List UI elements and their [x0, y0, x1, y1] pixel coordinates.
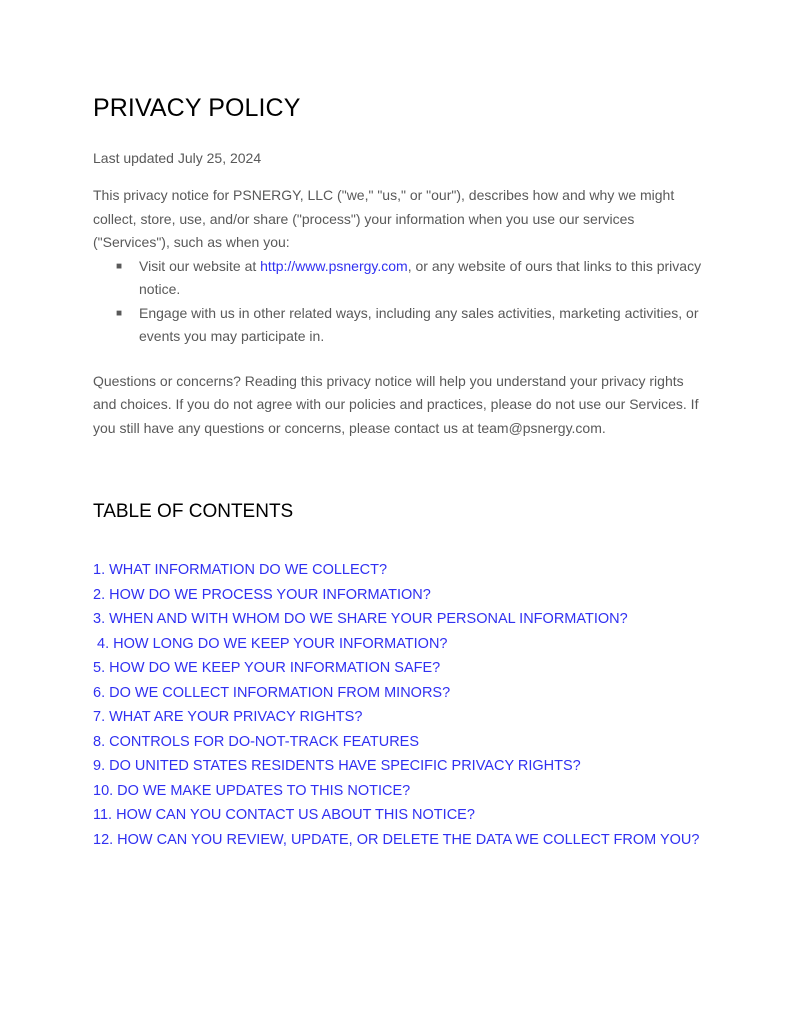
- page-title: PRIVACY POLICY: [93, 94, 301, 122]
- toc-link-9[interactable]: 9. DO UNITED STATES RESIDENTS HAVE SPECIFIC PRIVACY RIGHTS?: [93, 758, 581, 774]
- table-of-contents-heading: TABLE OF CONTENTS: [93, 501, 294, 522]
- square-bullet-icon: ■: [116, 260, 123, 272]
- toc-item: [93, 583, 703, 608]
- intro-paragraph: This privacy notice for PSNERGY, LLC ("we," "us," or "our"), describes how and why we might collect, store, use, and/or share ("process") your information when you use our services ("Services"), such as when you:: [93, 187, 675, 250]
- toc-link-2[interactable]: 2. HOW DO WE PROCESS YOUR INFORMATION?: [93, 586, 431, 603]
- toc-item: [93, 754, 703, 779]
- toc-link-7[interactable]: 7. WHAT ARE YOUR PRIVACY RIGHTS?: [93, 709, 363, 725]
- toc-item: [93, 705, 703, 730]
- toc-link-10[interactable]: 10. DO WE MAKE UPDATES TO THIS NOTICE?: [93, 782, 411, 799]
- toc-item: [93, 607, 703, 632]
- toc-item: [93, 681, 703, 706]
- toc-item: [93, 730, 703, 755]
- toc-link-11[interactable]: 11. HOW CAN YOU CONTACT US ABOUT THIS NOTICE?: [93, 807, 475, 823]
- toc-link-4[interactable]: 4. HOW LONG DO WE KEEP YOUR INFORMATION?: [93, 635, 448, 652]
- privacy-policy-document: [93, 92, 703, 852]
- toc-item: [93, 558, 703, 583]
- list-item-text: , or any website of ours that links to this privacy notice.: [139, 257, 702, 297]
- website-link[interactable]: http://www.psnergy.com: [260, 257, 408, 274]
- toc-item: [93, 828, 703, 853]
- toc-item: [93, 632, 703, 657]
- toc-link-5[interactable]: 5. HOW DO WE KEEP YOUR INFORMATION SAFE?: [93, 660, 441, 676]
- toc-item: [93, 656, 703, 681]
- questions-paragraph: Questions or concerns? Reading this privacy notice will help you understand your privacy rights and choices. If you do not agree with our policies and practices, please do not use our Services. If you still have any questions or concerns, please contact us at team@psnergy.com.: [93, 372, 699, 436]
- toc-item: [93, 803, 703, 828]
- last-updated-date: Last updated July 25, 2024: [93, 150, 262, 166]
- list-item: [93, 255, 703, 302]
- toc-link-3[interactable]: 3. WHEN AND WITH WHOM DO WE SHARE YOUR PERSONAL INFORMATION?: [93, 611, 628, 627]
- list-item: [93, 302, 703, 349]
- list-item-text: Visit our website at: [139, 257, 261, 274]
- usage-list: [93, 255, 703, 349]
- list-item-text: Engage with us in other related ways, including any sales activities, marketing activities, or events you may participate in.: [139, 304, 699, 344]
- toc-link-1[interactable]: 1. WHAT INFORMATION DO WE COLLECT?: [93, 562, 388, 578]
- toc-link-6[interactable]: 6. DO WE COLLECT INFORMATION FROM MINORS?: [93, 684, 451, 701]
- table-of-contents: [93, 558, 703, 852]
- toc-item: [93, 779, 703, 804]
- toc-link-12[interactable]: 12. HOW CAN YOU REVIEW, UPDATE, OR DELETE THE DATA WE COLLECT FROM YOU?: [93, 831, 700, 848]
- toc-link-8[interactable]: 8. CONTROLS FOR DO-NOT-TRACK FEATURES: [93, 733, 420, 750]
- square-bullet-icon: ■: [116, 307, 123, 319]
